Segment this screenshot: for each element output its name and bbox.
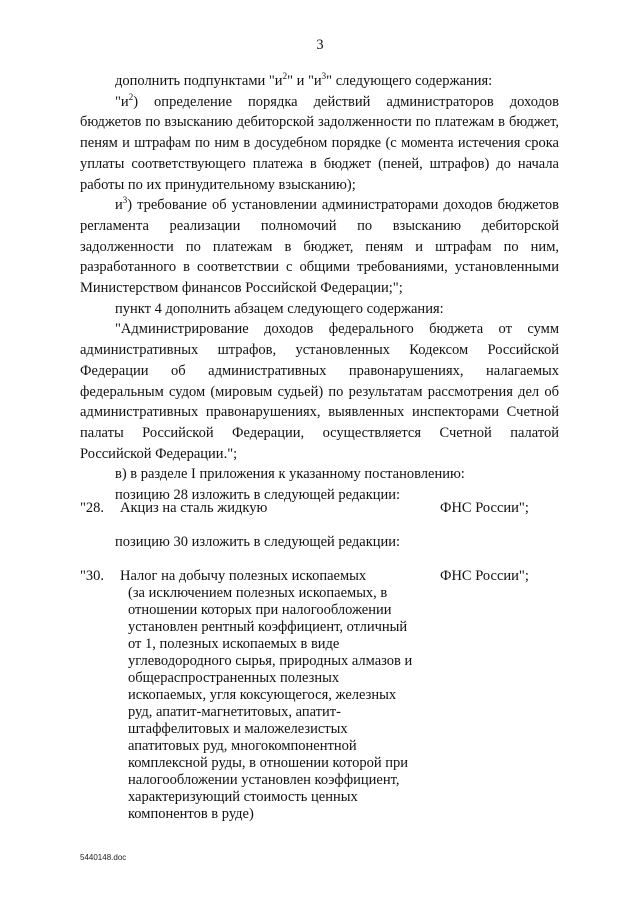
item-name: Акциз на сталь жидкую — [120, 500, 268, 516]
paragraph-subitem-i3: $и^3$) требование об установлении администраторами доходов бюджетов регламента реализации полномочий по взысканию дебиторской задолженности по платежам в бюджет, пеням и штрафам по ним, разработанного в соответствии с общими требованиями, установленными Министерством финансов Российской Федерации;"; — [80, 195, 559, 297]
item-number: "30. — [80, 568, 105, 584]
paragraph-administration: "Администрирование доходов федерального бюджета от сумм административных штрафов, установленных Кодексом Российской Федерации об административных правонарушениях, налагаемых федеральным судом (мировым судьей) по результатам рассмотрения дел об административных правонарушениях, выявленных инспекторами Счетной палаты Российской Федерации, осуществляется Счетной палатой Российской Федерации."; — [80, 321, 559, 462]
item-number: "28. — [80, 500, 105, 516]
paragraph-subitem-i2: "$и^2$) определение порядка действий администраторов доходов бюджетов по взысканию дебиторской задолженности по платежам в бюджет, пеням и штрафам по ним в досудебном порядке (с момента истечения срока уплаты соответствующего платежа в бюджет (пеней, штрафов) до начала работы по их принудительному взысканию); — [80, 91, 559, 193]
paragraph-point4: пункт 4 дополнить абзацем следующего содержания: — [115, 300, 444, 317]
item-name-continuation: (за исключением полезных ископаемых, в отношении которых при налогообложении установлен рентный коэффициент, отличный от 1, полезных ископаемых в виде углеводородного сырья, природных алмазов и общераспространенных полезных ископаемых, угля коксующегося, железных руд, апатит-магнетитовых, апатит-штаффелитовых и маложелезистых апатитовых руд, многокомпонентной комплексной руды, в отношении которой при налогообложении установлен коэффициент, характеризующий стоимость ценных компонентов в руде) — [128, 585, 413, 822]
paragraph-section-i: в) в разделе I приложения к указанному постановлению: — [115, 466, 465, 483]
document-body — [80, 71, 559, 506]
item-name-block — [120, 568, 420, 823]
paragraph-position28: позицию 28 изложить в следующей редакции: — [115, 487, 401, 504]
footer-filename: 5440148.doc — [80, 853, 127, 862]
item-name: Налог на добычу полезных ископаемых — [120, 568, 367, 584]
item-agency: ФНС России"; — [440, 500, 529, 516]
item-agency: ФНС России"; — [440, 568, 529, 584]
page-number: 3 — [316, 37, 324, 53]
paragraph-intro: дополнить подпунктами "$и^2$" и "$и^3$" следующего содержания: — [115, 71, 493, 89]
paragraph-position30: позицию 30 изложить в следующей редакции: — [115, 534, 401, 550]
